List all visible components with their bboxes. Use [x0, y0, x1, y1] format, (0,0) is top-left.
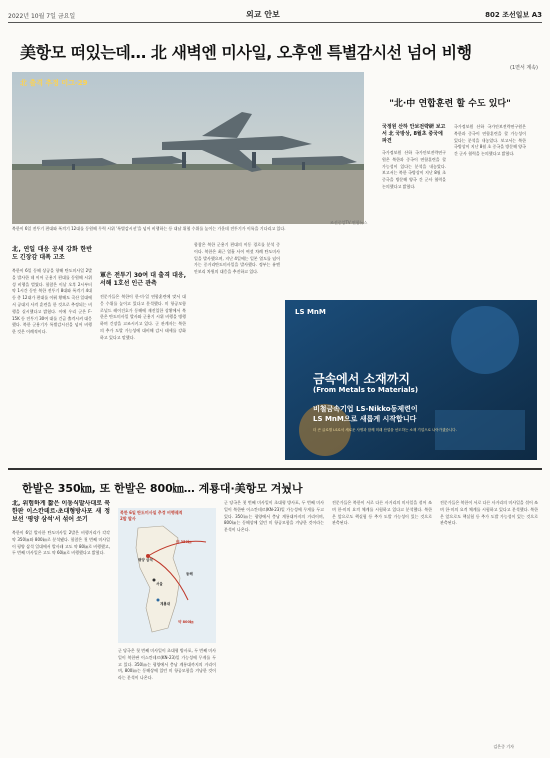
ls-mnm-advertisement[interactable] — [285, 300, 537, 460]
lower-column-1 — [12, 500, 110, 744]
article-column-3 — [194, 242, 280, 462]
lower-column-1-text: 북한이 6일 발사한 탄도미사일 2발은 비행거리가 각각 약 350㎞와 800㎞로 분석됐다. 합참은 첫 번째 미사일이 평양 삼석 일대에서 발사돼 고도 약 80㎞로 비행했고, 두 번째 미사일은 고도 약 60㎞로 비행했다고 밝혔다. — [12, 530, 110, 556]
lower-column-3: 군 당국은 첫 번째 미사일이 초대형 방사포, 두 번째 미사일이 북한판 이스칸데르(KN-23)일 가능성에 무게를 두고 있다. 350㎞는 평양에서 충남 계룡대까지의 거리이며, 800㎞는 동해상에 있던 미 항공모함을 겨냥한 것이라는 분석이 나온다. — [224, 500, 324, 533]
map-label-range-2: 약 800㎞ — [178, 620, 194, 624]
photo-caption: 북한이 6일 전투기 편대와 폭격기 12대를 동원해 무력 시위 '특별감시선'을 넘어 비행하는 등 대남 위협 수위를 높이는 가운데 전투기가 이륙을 기다리고 있다. — [12, 226, 286, 231]
ad-line-1: 비철금속기업 LS-Nikko동제련이 — [313, 405, 418, 413]
column-1-text: 북한이 6일 동해 상공을 향해 탄도미사일 2발을 발사한 데 이어 군용기 편대를 동원해 시위성 비행을 벌였다. 합참은 이날 오후 2시부터 약 1시간 동안 북한 전투기 8대와 폭격기 4대 등 총 12대가 편대를 이뤄 황해도 곡산 일대에서 공대지 사격 훈련을 한 것으로 추정되는 비행을 실시했다고 밝혔다. 이에 우리 군은 F-15K 등 전투기 30여 대를 긴급 출격시켜 대응했다. 북한 군용기가 특별감시선을 넘어 비행한 것은 이례적이다. — [12, 268, 92, 335]
map-label-pyongyang: 평양 삼석 — [138, 558, 153, 562]
main-headline: 美항모 떠있는데… 北 새벽엔 미사일, 오후엔 특별감시선 넘어 비행 — [20, 43, 472, 62]
section-divider — [8, 468, 542, 470]
lower-byline: 김은중 기자 — [493, 744, 514, 749]
issue-date: 2022년 10월 7일 금요일 — [8, 13, 76, 20]
lower-column-1-subhead: 北, 위험하게 짧은 이동식발사대로 북한판 이스칸데르·초대형방사포 새 정보선 '평양 삼석'서 섞어 쏘기 — [12, 500, 110, 523]
sidebar-subhead: 국정원 산하 안보전략硏 보고서 北 국방상, 8월초 중국에 파견 — [382, 124, 446, 144]
page-header — [8, 8, 542, 23]
column-2-subhead: 軍은 전투기 30여 대 출격 대응, 서해 1호선 인근 관측 — [100, 272, 186, 287]
missile-trajectory-map — [118, 508, 216, 643]
photo-credit: 조선중앙TV 연합뉴스 — [330, 220, 368, 225]
lower-column-4: 전문가들은 북한이 서로 다른 사거리의 미사일을 섞어 쏘며 한·미의 요격 체계를 시험하고 있다고 분석했다. 북한은 앞으로도 핵실험 등 추가 도발 가능성이 있는 것으로 관측된다. — [332, 500, 432, 526]
ad-title: 금속에서 소재까지 — [313, 372, 410, 386]
sidebar-quote: "北·中 연합훈련 할 수도 있다" — [389, 99, 511, 109]
sidebar-text-1: 국가정보원 산하 국가안보전략연구원은 북한과 중국이 연합훈련을 할 가능성이 있다는 분석을 내놓았다. 보고서는 북한 국방상이 지난 8월 초 중국을 방문해 양국 간 군사 협력을 논의했다고 밝혔다. — [382, 150, 446, 189]
column-2-text: 전문가들은 북한이 한·미·일 연합훈련에 맞서 대응 수위를 높이고 있다고 분석했다. 미 항공모함 로널드 레이건호가 동해에 재진입한 상황에서 북한은 탄도미사일 발사와 군용기 시위 비행을 병행하며 긴장을 고조시키고 있다. 군 관계자는 북한의 추가 도발 가능성에 대비해 감시 태세를 강화하고 있다고 말했다. — [100, 294, 186, 340]
lower-headline: 한발은 350㎞, 또 한발은 800㎞… 계룡대·美항모 겨눴나 — [22, 482, 303, 495]
column-1-subhead: 北, 연일 대응 공세 강화 한반도 긴장감 대폭 고조 — [12, 246, 92, 261]
map-label-east-sea: 동해 — [186, 572, 193, 576]
map-subtitle: 2발 발사 — [120, 516, 136, 521]
korea-map — [118, 508, 216, 643]
article-column-1 — [12, 242, 92, 462]
map-label-seoul: 서울 — [156, 582, 163, 586]
fighter-jet-photo — [12, 72, 364, 224]
continued-tag: (1면서 계속) — [510, 65, 538, 71]
map-title: 북한 6일 탄도미사일 추정 비행궤적 — [120, 510, 183, 515]
lower-column-5: 전문가들은 북한이 서로 다른 사거리의 미사일을 섞어 쏘며 한·미의 요격 체계를 시험하고 있다고 분석했다. 북한은 앞으로도 핵실험 등 추가 도발 가능성이 있는 것으로 관측된다. — [440, 500, 538, 526]
ad-logo: LS MnM — [295, 308, 326, 316]
ad-subtitle: (From Metals to Materials) — [313, 386, 419, 394]
map-label-gyeryong: 계룡대 — [160, 602, 171, 606]
sidebar-text-2: 국가정보원 산하 국가안보전략연구원은 북한과 중국이 연합훈련을 할 가능성이 있다는 분석을 내놓았다. 보고서는 북한 국방상이 지난 8월 초 중국을 방문해 양국 간 군사 협력을 논의했다고 밝혔다. — [454, 124, 526, 157]
photo-illustration — [12, 72, 364, 224]
article-column-2 — [100, 242, 186, 462]
ad-body: 더 큰 글로벌 LS로서 새로운 사명과 함께 미래 산업을 선도하는 소재 기업으로 나아가겠습니다. — [313, 428, 457, 432]
map-label-range-1: 약 350㎞ — [176, 540, 192, 544]
photo-label: 北 출격 추정 미그-29 — [20, 79, 88, 87]
paper-name: 802 조선일보 A3 — [485, 11, 542, 19]
ad-line-2: LS MnM으로 새롭게 시작합니다 — [313, 415, 417, 423]
page-number: A3 — [531, 11, 542, 19]
column-3-text: 합참은 북한 군용기 편대의 이동 경로를 분석 중이다. 북한은 최근 열흘 사이 여섯 차례 탄도미사일을 발사했으며, 지난 4일에는 일본 열도를 넘어가는 중거리탄도미사일을 발사했다. 정부는 유엔 안보리 차원의 대응을 추진하고 있다. — [194, 242, 280, 275]
lower-column-2: 군 당국은 첫 번째 미사일이 초대형 방사포, 두 번째 미사일이 북한판 이스칸데르(KN-23)일 가능성에 무게를 두고 있다. 350㎞는 평양에서 충남 계룡대까지의 거리이며, 800㎞는 동해상에 있던 미 항공모함을 겨냥한 것이라는 분석이 나온다. — [118, 648, 216, 681]
section-title: 외교 안보 — [246, 10, 280, 19]
